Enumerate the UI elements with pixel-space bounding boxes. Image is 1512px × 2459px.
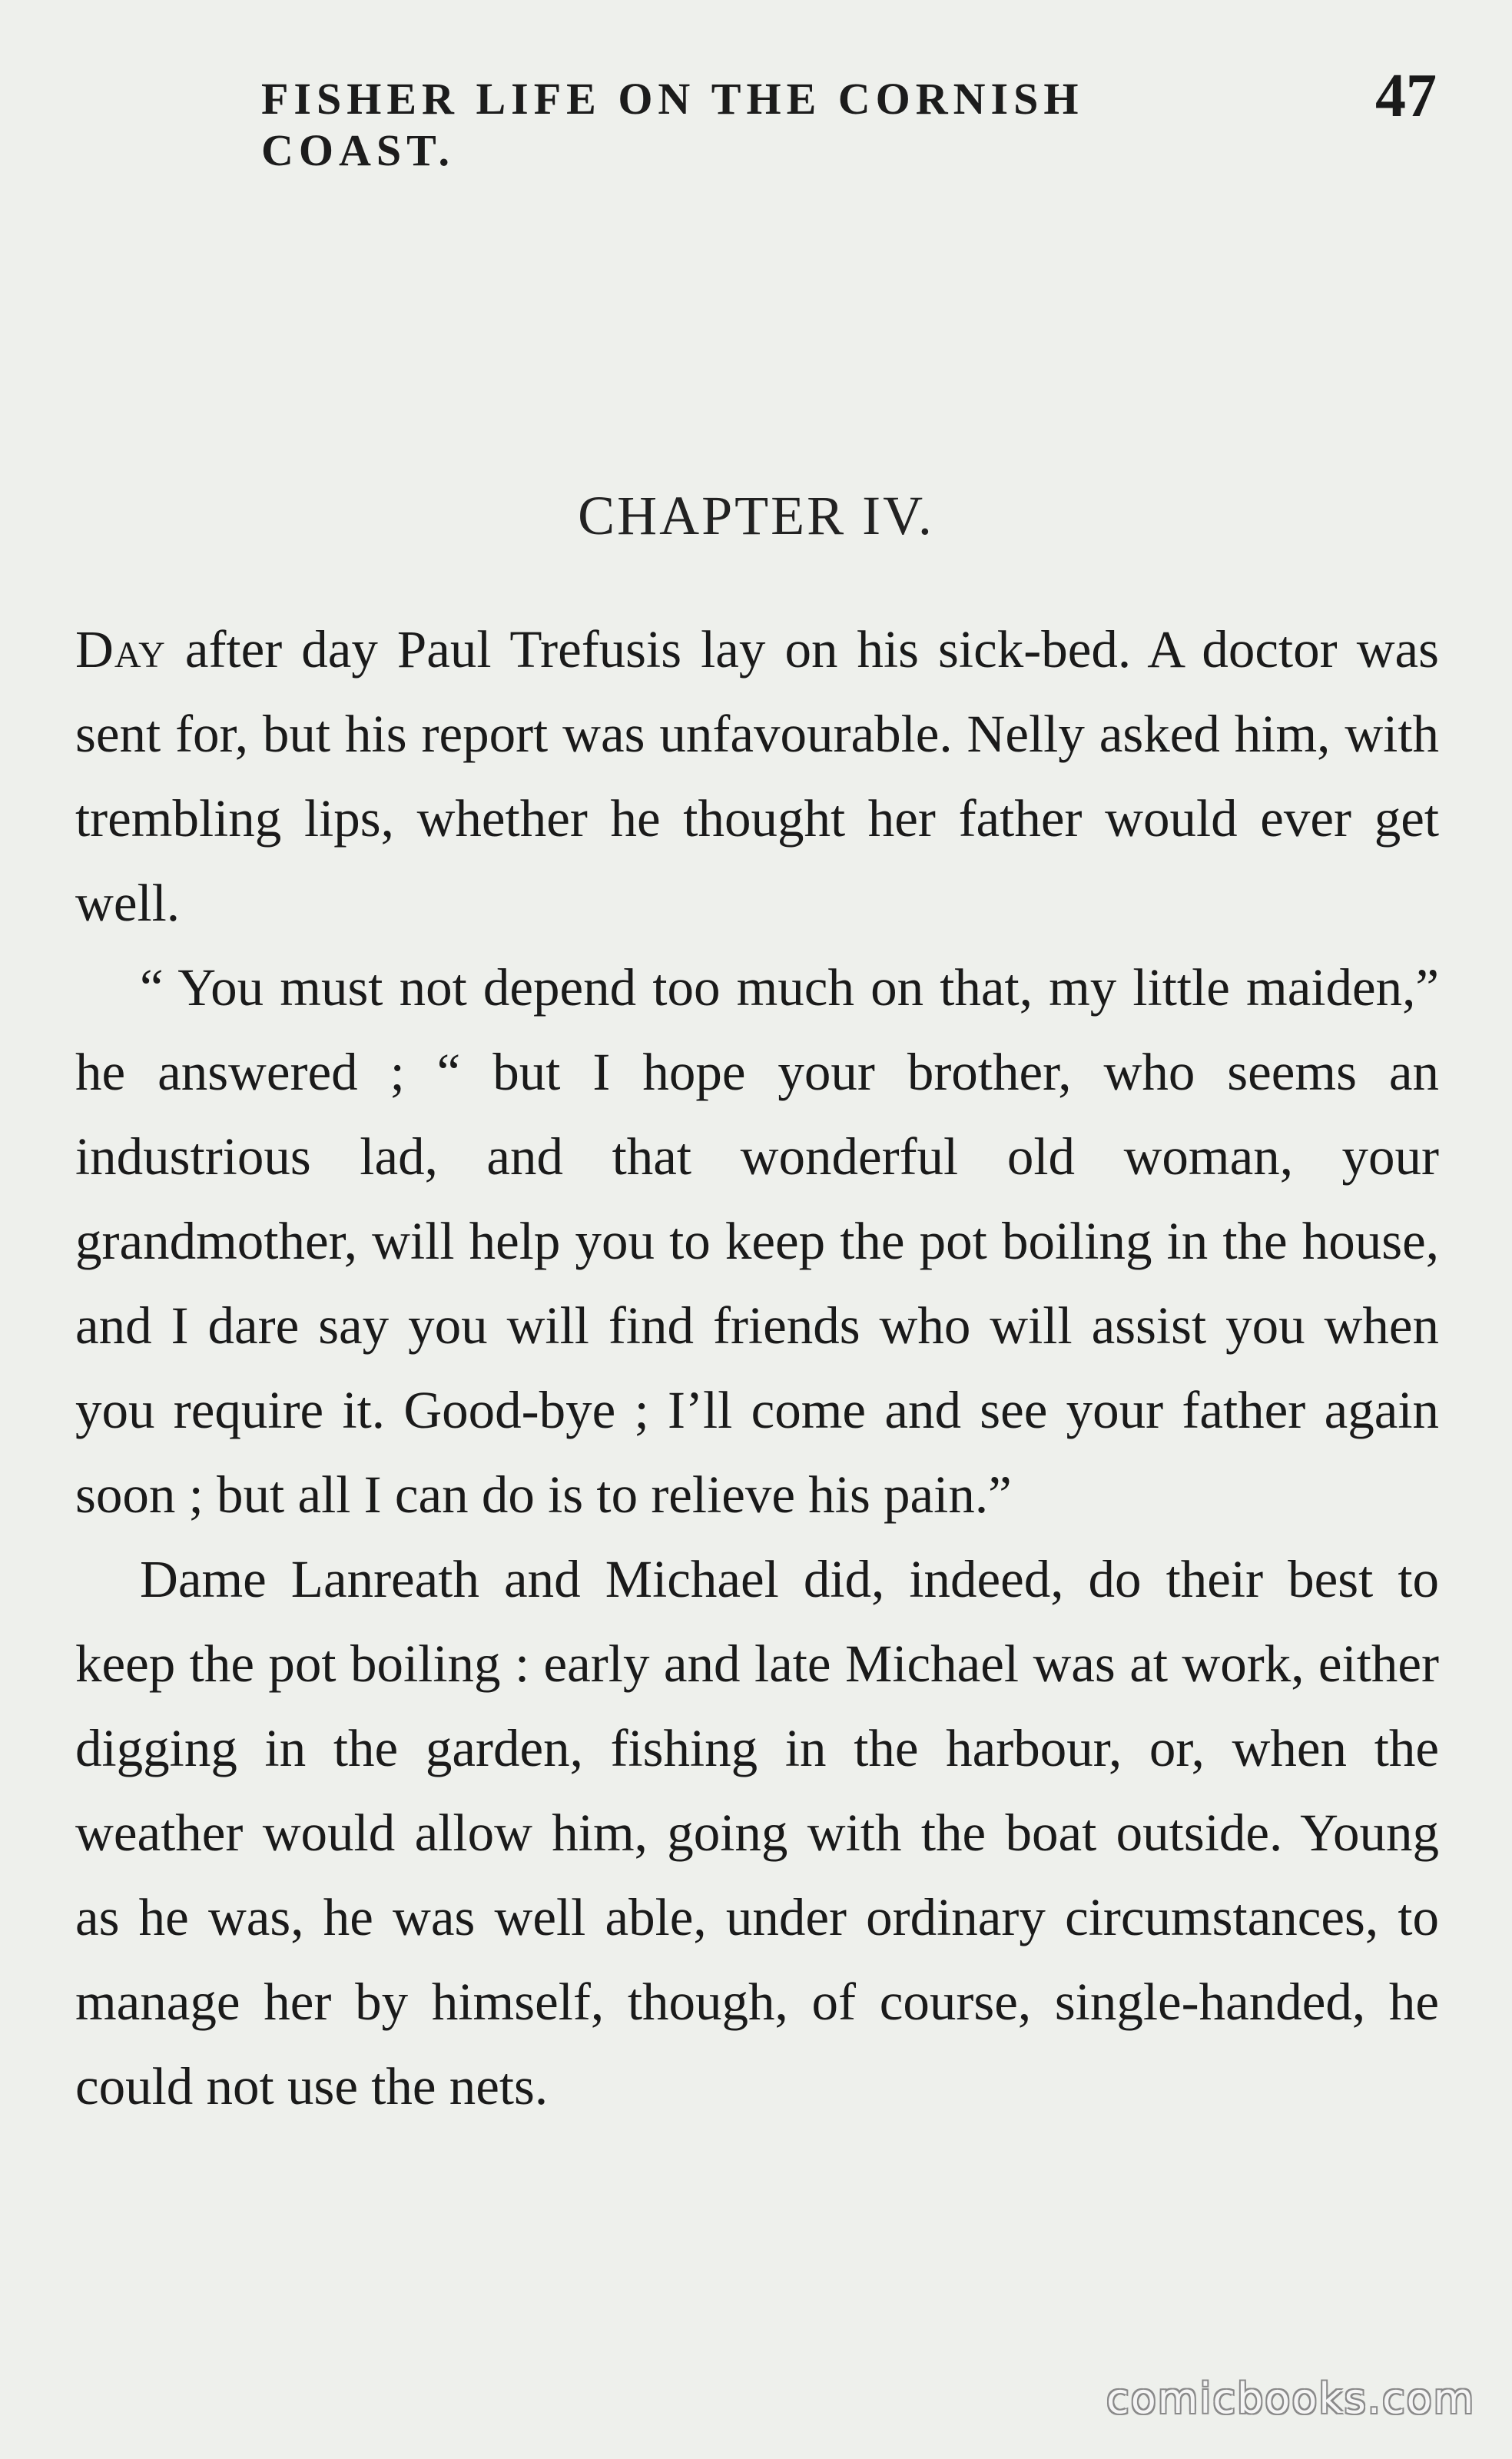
watermark: comicbooks.com xyxy=(1106,2374,1476,2423)
page-number: 47 xyxy=(1375,62,1437,130)
paragraph-1-text: after day Paul Trefusis lay on his sick-bed. A doctor was sent for, but his report was unfavourable. Nelly asked him, with trembling lips, whether he thought her father would ever get well. xyxy=(75,620,1439,932)
paragraph-2: “ You must not depend too much on that, my little maiden,” he answered ; “ but I hope your brother, who seems an industrious lad, and that wonderful old woman, your grandmother, will help you to keep the pot boiling in the house, and I dare say you will find friends who will assist you when you require it. Good-bye ; I’ll come and see your father again soon ; but all I can do is to relieve his pain.” xyxy=(75,958,1439,1524)
paragraph-3: Dame Lanreath and Michael did, indeed, do their best to keep the pot boiling : early and late Michael was at work, either digging in the garden, fishing in the harbour, or, when the weather would allow him, going with the boat outside. Young as he was, he was well able, under ordinary circumstances, to manage her by himself, though, of course, single-handed, he could not use the nets. xyxy=(75,1550,1439,2116)
body-text xyxy=(75,607,1439,2129)
running-head: FISHER LIFE ON THE CORNISH COAST. xyxy=(261,74,1084,175)
opening-word: Day xyxy=(75,620,166,679)
chapter-title: CHAPTER IV. xyxy=(578,485,934,546)
paragraph-1 xyxy=(75,607,1439,945)
